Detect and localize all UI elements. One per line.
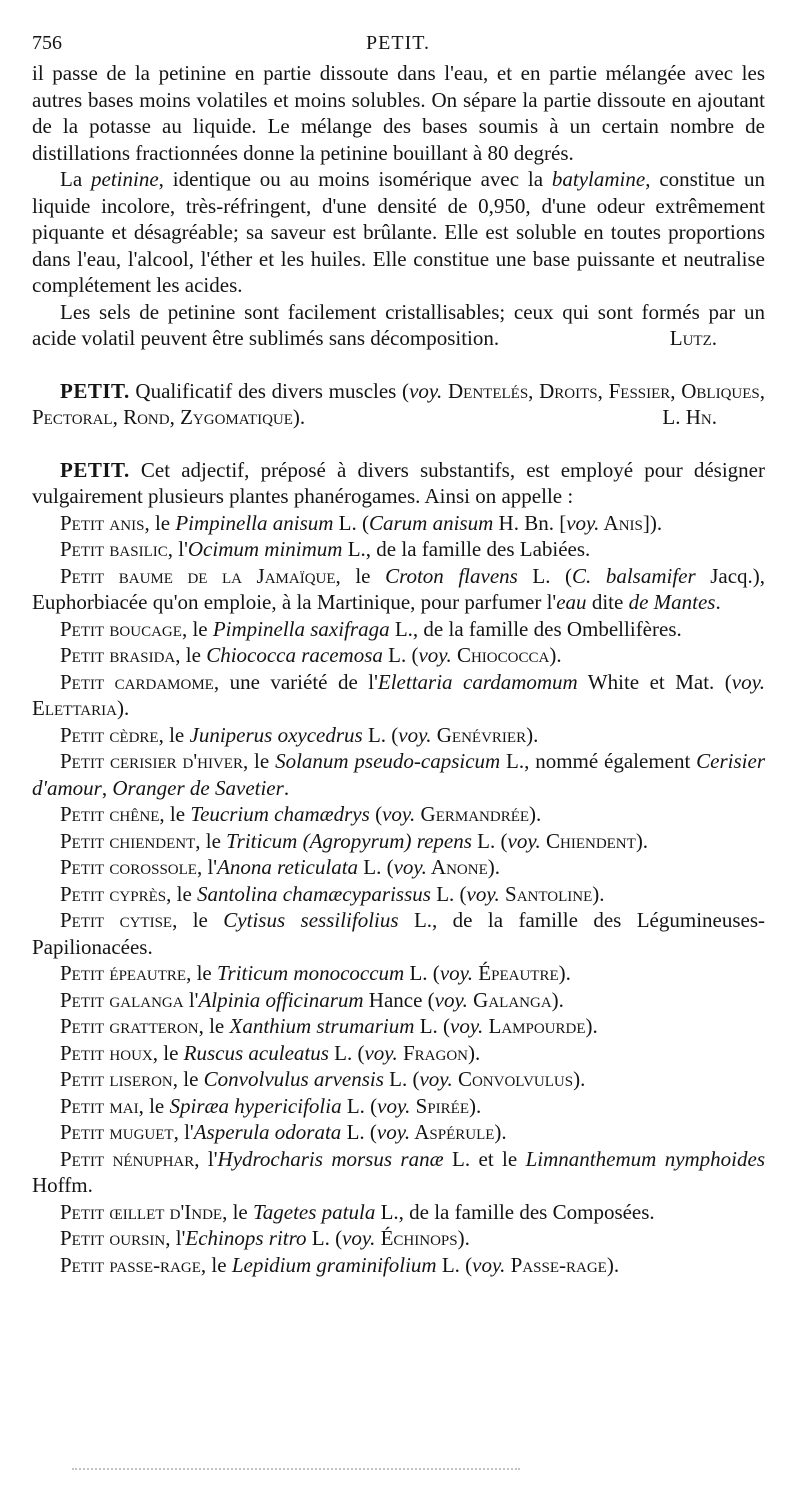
text-span: L., de la famille des Légumineuses-Papilionacées.: [32, 908, 766, 959]
plant-entry: [32, 748, 765, 801]
paragraph-petinine-preparation: il passe de la petinine en partie dissoute dans l'eau, et en partie mélangée avec les autres bases moins volatiles et moins solubles. On sépare la partie dissoute en ajoutant de la potasse au liquide. Le mélange des bases soumis à un certain nombre de distillations fractionnées donne la petinine bouillant à 80 degrés.: [32, 61, 765, 165]
cross-reference: Échinops: [375, 1226, 458, 1250]
entry-petit: Petit: [60, 855, 105, 879]
text-span: , le: [159, 802, 191, 826]
running-title: PETIT.: [366, 32, 430, 54]
plant-entry: [32, 1040, 765, 1067]
plant-entry: [32, 1119, 765, 1146]
text-span: , le: [198, 1014, 230, 1038]
latin-name: Anona reticulata: [217, 855, 359, 879]
text-span: ,: [101, 775, 113, 800]
text-span: , l': [165, 1226, 186, 1250]
plant-entry: [32, 536, 765, 563]
text-span: L. (: [430, 881, 467, 906]
latin-name: Cytisus sessilifolius: [223, 908, 399, 932]
latin-name: Hydrocharis morsus ranæ: [217, 1146, 444, 1171]
text-span: L., nommé également: [500, 749, 697, 773]
plant-entry: [32, 1252, 765, 1279]
voy-abbrev: voy.: [439, 961, 474, 985]
text-span: , une variété de l': [213, 669, 378, 694]
voy-abbrev: voy.: [419, 1067, 453, 1091]
entry-common-name: cyprès: [109, 881, 167, 906]
text-span: Qualificatif des divers muscles (: [129, 378, 410, 403]
text-span: L. (: [358, 855, 394, 879]
entry-common-name: liseron: [109, 1067, 173, 1091]
text-span: , le: [200, 1252, 232, 1277]
text-span: L., de la famille des Labiées.: [342, 537, 591, 561]
entry-petit: Petit: [60, 1252, 105, 1277]
entry-petit: Petit: [60, 1120, 105, 1144]
entry-petit: Petit: [60, 643, 105, 667]
plant-entry: [32, 1146, 765, 1199]
voy-abbrev: voy.: [342, 1226, 376, 1250]
entry-common-name: passe-rage: [109, 1252, 201, 1277]
voy-abbrev: voy.: [418, 643, 452, 667]
entry-common-name: chêne: [109, 802, 160, 826]
text-span: ).: [487, 855, 501, 879]
headword: PETIT.: [60, 378, 130, 403]
entry-petit: Petit: [60, 1146, 105, 1171]
cross-reference: Spirée: [410, 1093, 469, 1118]
entry-petit: Petit: [60, 563, 105, 588]
entry-common-name: chiendent: [109, 828, 196, 853]
text-span: L. (: [436, 1252, 473, 1277]
voy-abbrev: voy.: [376, 1120, 411, 1144]
entry-common-name: gratteron: [109, 1014, 199, 1038]
text-span: , le: [172, 1067, 204, 1091]
text-span: L. (: [414, 1014, 451, 1038]
latin-name: Convolvulus arvensis: [203, 1067, 384, 1091]
latin-name: Oranger de Savetier: [112, 775, 284, 800]
latin-name: Teucrium chamædrys: [190, 802, 370, 826]
latin-name: Ruscus aculeatus: [183, 1040, 329, 1065]
text-span: ).: [469, 1093, 482, 1118]
entry-petit: Petit: [60, 669, 105, 694]
text-span: L. (: [517, 563, 573, 588]
entry-common-name: épeautre: [109, 961, 187, 985]
text-span: L. (: [471, 828, 508, 853]
cross-reference: Anis: [599, 510, 643, 535]
text-span: , le: [186, 961, 217, 985]
paragraph-petinine-salts: [32, 299, 765, 352]
text-span: , l': [194, 1146, 218, 1171]
voy-abbrev: voy.: [434, 987, 468, 1012]
text-span: ).: [526, 722, 539, 747]
entry-common-name: nénuphar: [112, 1146, 195, 1171]
latin-name: Croton flavens: [385, 563, 518, 588]
plant-entry: [32, 1199, 765, 1226]
entry-common-name: baume de la Jamaïque: [118, 563, 336, 588]
author-signature: Lutz.: [669, 326, 717, 350]
text-span: , le: [222, 1199, 253, 1224]
entry-petit: Petit: [60, 881, 105, 906]
latin-name: C. balsamifer: [572, 563, 696, 588]
latin-name: Triticum (Agropyrum) repens: [226, 828, 472, 853]
text-span: Cet adjectif, préposé à divers substantifs, est employé pour désigner vulgairement plusieurs plantes phanérogames. Ainsi on appelle :: [32, 457, 765, 508]
cross-reference: Anone: [426, 855, 488, 879]
author-signature: L. Hn.: [662, 405, 717, 429]
plant-entry: [32, 642, 765, 669]
text-span: , le: [195, 828, 227, 853]
text-span: L. (: [382, 643, 419, 667]
text-span: ).: [292, 405, 306, 429]
latin-name: Pimpinella anisum: [175, 510, 334, 535]
text-span: , l': [173, 1120, 194, 1144]
headword: PETIT.: [60, 457, 130, 482]
text-span: ).: [549, 643, 562, 667]
entry-common-name: oursin: [109, 1226, 166, 1250]
voy-abbrev: voy.: [382, 802, 416, 826]
text-span: ).: [529, 802, 542, 826]
text-span: ).: [558, 961, 571, 985]
text-span: (: [369, 802, 383, 826]
text-span: , identique ou au moins isomérique avec la: [158, 167, 552, 191]
voy-abbrev: voy.: [472, 1252, 506, 1277]
latin-name: Asperula odorata: [193, 1120, 342, 1144]
plant-entry: [32, 669, 765, 722]
entry-petit: Petit: [60, 1040, 105, 1065]
text-span: L. (: [341, 1120, 377, 1144]
voy-abbrev: voy.: [731, 669, 765, 694]
spacer: [32, 352, 765, 378]
term-petinine: petinine: [91, 167, 159, 191]
entry-common-name: houx: [109, 1040, 153, 1065]
faded-footer-line: [72, 1468, 520, 1470]
text-span: , le: [152, 1040, 184, 1065]
text-span: L. et le: [443, 1146, 526, 1171]
text-span: , l': [196, 855, 218, 879]
entry-petit: Petit: [60, 537, 105, 561]
latin-name: Pimpinella saxifraga: [212, 616, 390, 641]
latin-name: Ocimum minimum: [187, 537, 343, 561]
plant-entry: [32, 722, 765, 749]
voy-abbrev: voy.: [409, 378, 443, 403]
latin-name: Triticum monococcum: [217, 961, 405, 985]
latin-name: Juniperus oxycedrus: [189, 722, 363, 747]
voy-abbrev: voy.: [393, 855, 427, 879]
text-span: L. (: [333, 510, 369, 535]
entry-common-name: anis: [109, 510, 145, 535]
entry-petit: Petit: [60, 908, 105, 932]
entry-common-name: cerisier d'hiver: [110, 749, 243, 773]
entry-common-name: mai: [109, 1093, 139, 1118]
text-span: Hance (: [363, 987, 435, 1012]
entry-common-name: corossole: [109, 855, 197, 879]
cross-reference: Épeautre: [473, 961, 559, 985]
text-span: La: [60, 167, 91, 191]
text-span: L., de la famille des Ombellifères.: [389, 616, 682, 641]
text-span: ).: [116, 696, 130, 720]
spacer: [32, 431, 765, 457]
entry-petit: Petit: [60, 802, 105, 826]
entry-common-name: basilic: [109, 537, 168, 561]
plant-entry: [32, 616, 765, 643]
entry-common-name: galanga: [109, 987, 184, 1012]
voy-abbrev: voy.: [507, 828, 541, 853]
text-span: ).: [573, 1067, 586, 1091]
entry-petit: Petit: [60, 961, 105, 985]
latin-name: Carum anisum: [369, 510, 494, 535]
entry-petit: Petit: [60, 510, 105, 535]
latin-name: Elettaria cardamomum: [377, 669, 578, 694]
text-span: .: [283, 775, 290, 800]
text-span: , le: [175, 643, 207, 667]
plant-entry: [32, 563, 765, 616]
text-span: l': [183, 987, 199, 1012]
text-span: L. (: [328, 1040, 365, 1065]
text-span: , le: [242, 749, 276, 773]
page-number: 756: [32, 32, 62, 54]
text-span: ).: [457, 1226, 470, 1250]
term-batylamine: batylamine: [551, 167, 646, 191]
plant-entry: [32, 1066, 765, 1093]
latin-name: Echinops ritro: [185, 1226, 307, 1250]
entry-common-name: cytise: [119, 908, 173, 932]
article-petit-plants: [32, 457, 765, 510]
cross-references: Dentelés, Droits, Fessier, Obliques, Pectoral, Rond, Zygomatique: [32, 378, 766, 429]
cross-reference: Convolvulus: [452, 1067, 574, 1091]
cross-reference: Galanga: [467, 987, 552, 1012]
text-span: White et Mat. (: [577, 669, 732, 694]
entry-petit: Petit: [60, 1093, 105, 1118]
cross-reference: Lampourde: [483, 1014, 586, 1038]
text-span: ).: [585, 1014, 598, 1038]
entry-petit: Petit: [60, 1226, 105, 1250]
latin-name: Spiræa hypericifolia: [169, 1093, 342, 1118]
plant-entry: [32, 854, 765, 881]
entry-petit: Petit: [60, 987, 105, 1012]
latin-name: eau: [556, 590, 587, 614]
plant-entry: [32, 828, 765, 855]
cross-reference: Fragon: [397, 1040, 468, 1065]
text-span: ]).: [642, 510, 663, 535]
entry-petit: Petit: [60, 722, 105, 747]
latin-name: Tagetes patula: [253, 1199, 376, 1224]
cross-reference: Santoline: [499, 881, 593, 906]
text-span: .: [715, 590, 721, 614]
page-body: [32, 60, 765, 1278]
entry-common-name: muguet: [109, 1120, 174, 1144]
plant-entry: [32, 510, 765, 537]
text-span: ).: [635, 828, 649, 853]
entry-common-name: œillet d'Inde: [109, 1199, 223, 1224]
plant-entry: [32, 907, 765, 960]
plant-entry: [32, 1225, 765, 1252]
voy-abbrev: voy.: [466, 881, 500, 906]
entry-petit: Petit: [60, 1199, 105, 1224]
text-span: L. (: [362, 722, 399, 747]
article-petit-muscles: [32, 378, 765, 431]
latin-name: Alpinia officinarum: [198, 987, 364, 1012]
cross-reference: Chiococca: [451, 643, 550, 667]
entry-petit: Petit: [60, 828, 105, 853]
entry-common-name: brasida: [109, 643, 176, 667]
latin-name: Santolina chamæcyparissus: [197, 881, 431, 906]
text-span: Jacq.), Euphorbiacée qu'on emploie, à la Martinique, pour parfumer l': [32, 563, 766, 614]
plant-entry: [32, 960, 765, 987]
entry-common-name: cardamome: [114, 669, 214, 694]
text-span: H. Bn. [: [493, 510, 567, 535]
text-span: ).: [592, 881, 605, 906]
running-head: [32, 30, 764, 58]
text-span: ).: [606, 1252, 620, 1277]
text-span: L. (: [404, 961, 440, 985]
text-span: ).: [494, 1120, 507, 1144]
plant-entry: [32, 987, 765, 1014]
latin-name: Lepidium graminifolium: [231, 1252, 437, 1277]
paragraph-petinine-properties: [32, 166, 765, 299]
entry-petit: Petit: [60, 749, 105, 773]
text-span: , l': [167, 537, 188, 561]
entry-common-name: cèdre: [109, 722, 159, 747]
text-span: ).: [551, 987, 564, 1012]
text-span: Hoffm.: [32, 1173, 93, 1197]
cross-reference: Elettaria: [32, 696, 117, 720]
plant-entry: [32, 801, 765, 828]
cross-reference: Germandrée: [415, 802, 530, 826]
cross-reference: Chiendent: [540, 828, 636, 853]
plant-entry: [32, 1093, 765, 1120]
cross-reference: Genévrier: [431, 722, 527, 747]
plant-entry-list: [32, 510, 765, 1279]
voy-abbrev: voy.: [398, 722, 432, 747]
voy-abbrev: voy.: [566, 510, 600, 535]
text-span: L. (: [383, 1067, 420, 1091]
text-span: L. (: [306, 1226, 343, 1250]
entry-petit: Petit: [60, 616, 105, 641]
text-span: dite: [586, 590, 629, 614]
entry-petit: Petit: [60, 1014, 105, 1038]
entry-petit: Petit: [60, 1067, 105, 1091]
entry-common-name: boucage: [109, 616, 182, 641]
text-span: ).: [467, 1040, 481, 1065]
plant-entry: [32, 1013, 765, 1040]
latin-name: Cerisier d'amour: [32, 749, 765, 800]
cross-reference: Passe-rage: [505, 1252, 607, 1277]
cross-reference: Aspérule: [410, 1120, 495, 1144]
voy-abbrev: voy.: [450, 1014, 484, 1038]
text-span: L., de la famille des Composées.: [375, 1199, 655, 1224]
voy-abbrev: voy.: [377, 1093, 411, 1118]
voy-abbrev: voy.: [364, 1040, 398, 1065]
text-span: , le: [138, 1093, 170, 1118]
latin-name: Solanum pseudo-capsicum: [275, 749, 501, 773]
latin-name: Chiococca racemosa: [206, 643, 383, 667]
text-span: L. (: [341, 1093, 378, 1118]
latin-name: Xanthium strumarium: [229, 1014, 415, 1038]
latin-name: de Mantes: [628, 590, 716, 614]
text-span: Les sels de petinine sont facilement cristallisables; ceux qui sont formés par un acide volatil peuvent être sublimés sans décomposition.: [32, 299, 765, 350]
text-span: , le: [158, 722, 190, 747]
text-span: , le: [172, 908, 224, 932]
plant-entry: [32, 881, 765, 908]
text-span: , le: [335, 563, 386, 588]
text-span: , constitue un liquide incolore, très-réfringent, d'une densité de 0,950, d'une odeur extrêmement piquante et désagréable; sa saveur est brûlante. Elle est soluble en toutes proportions dans l'eau, l'alcool, l'éther et les huiles. Elle constitue une base puissante et neutralise complétement les acides.: [32, 167, 765, 297]
latin-name: Limnanthemum nymphoides: [525, 1146, 766, 1171]
text-span: , le: [181, 616, 213, 641]
text-span: , le: [166, 881, 198, 906]
text-span: , le: [144, 510, 176, 535]
